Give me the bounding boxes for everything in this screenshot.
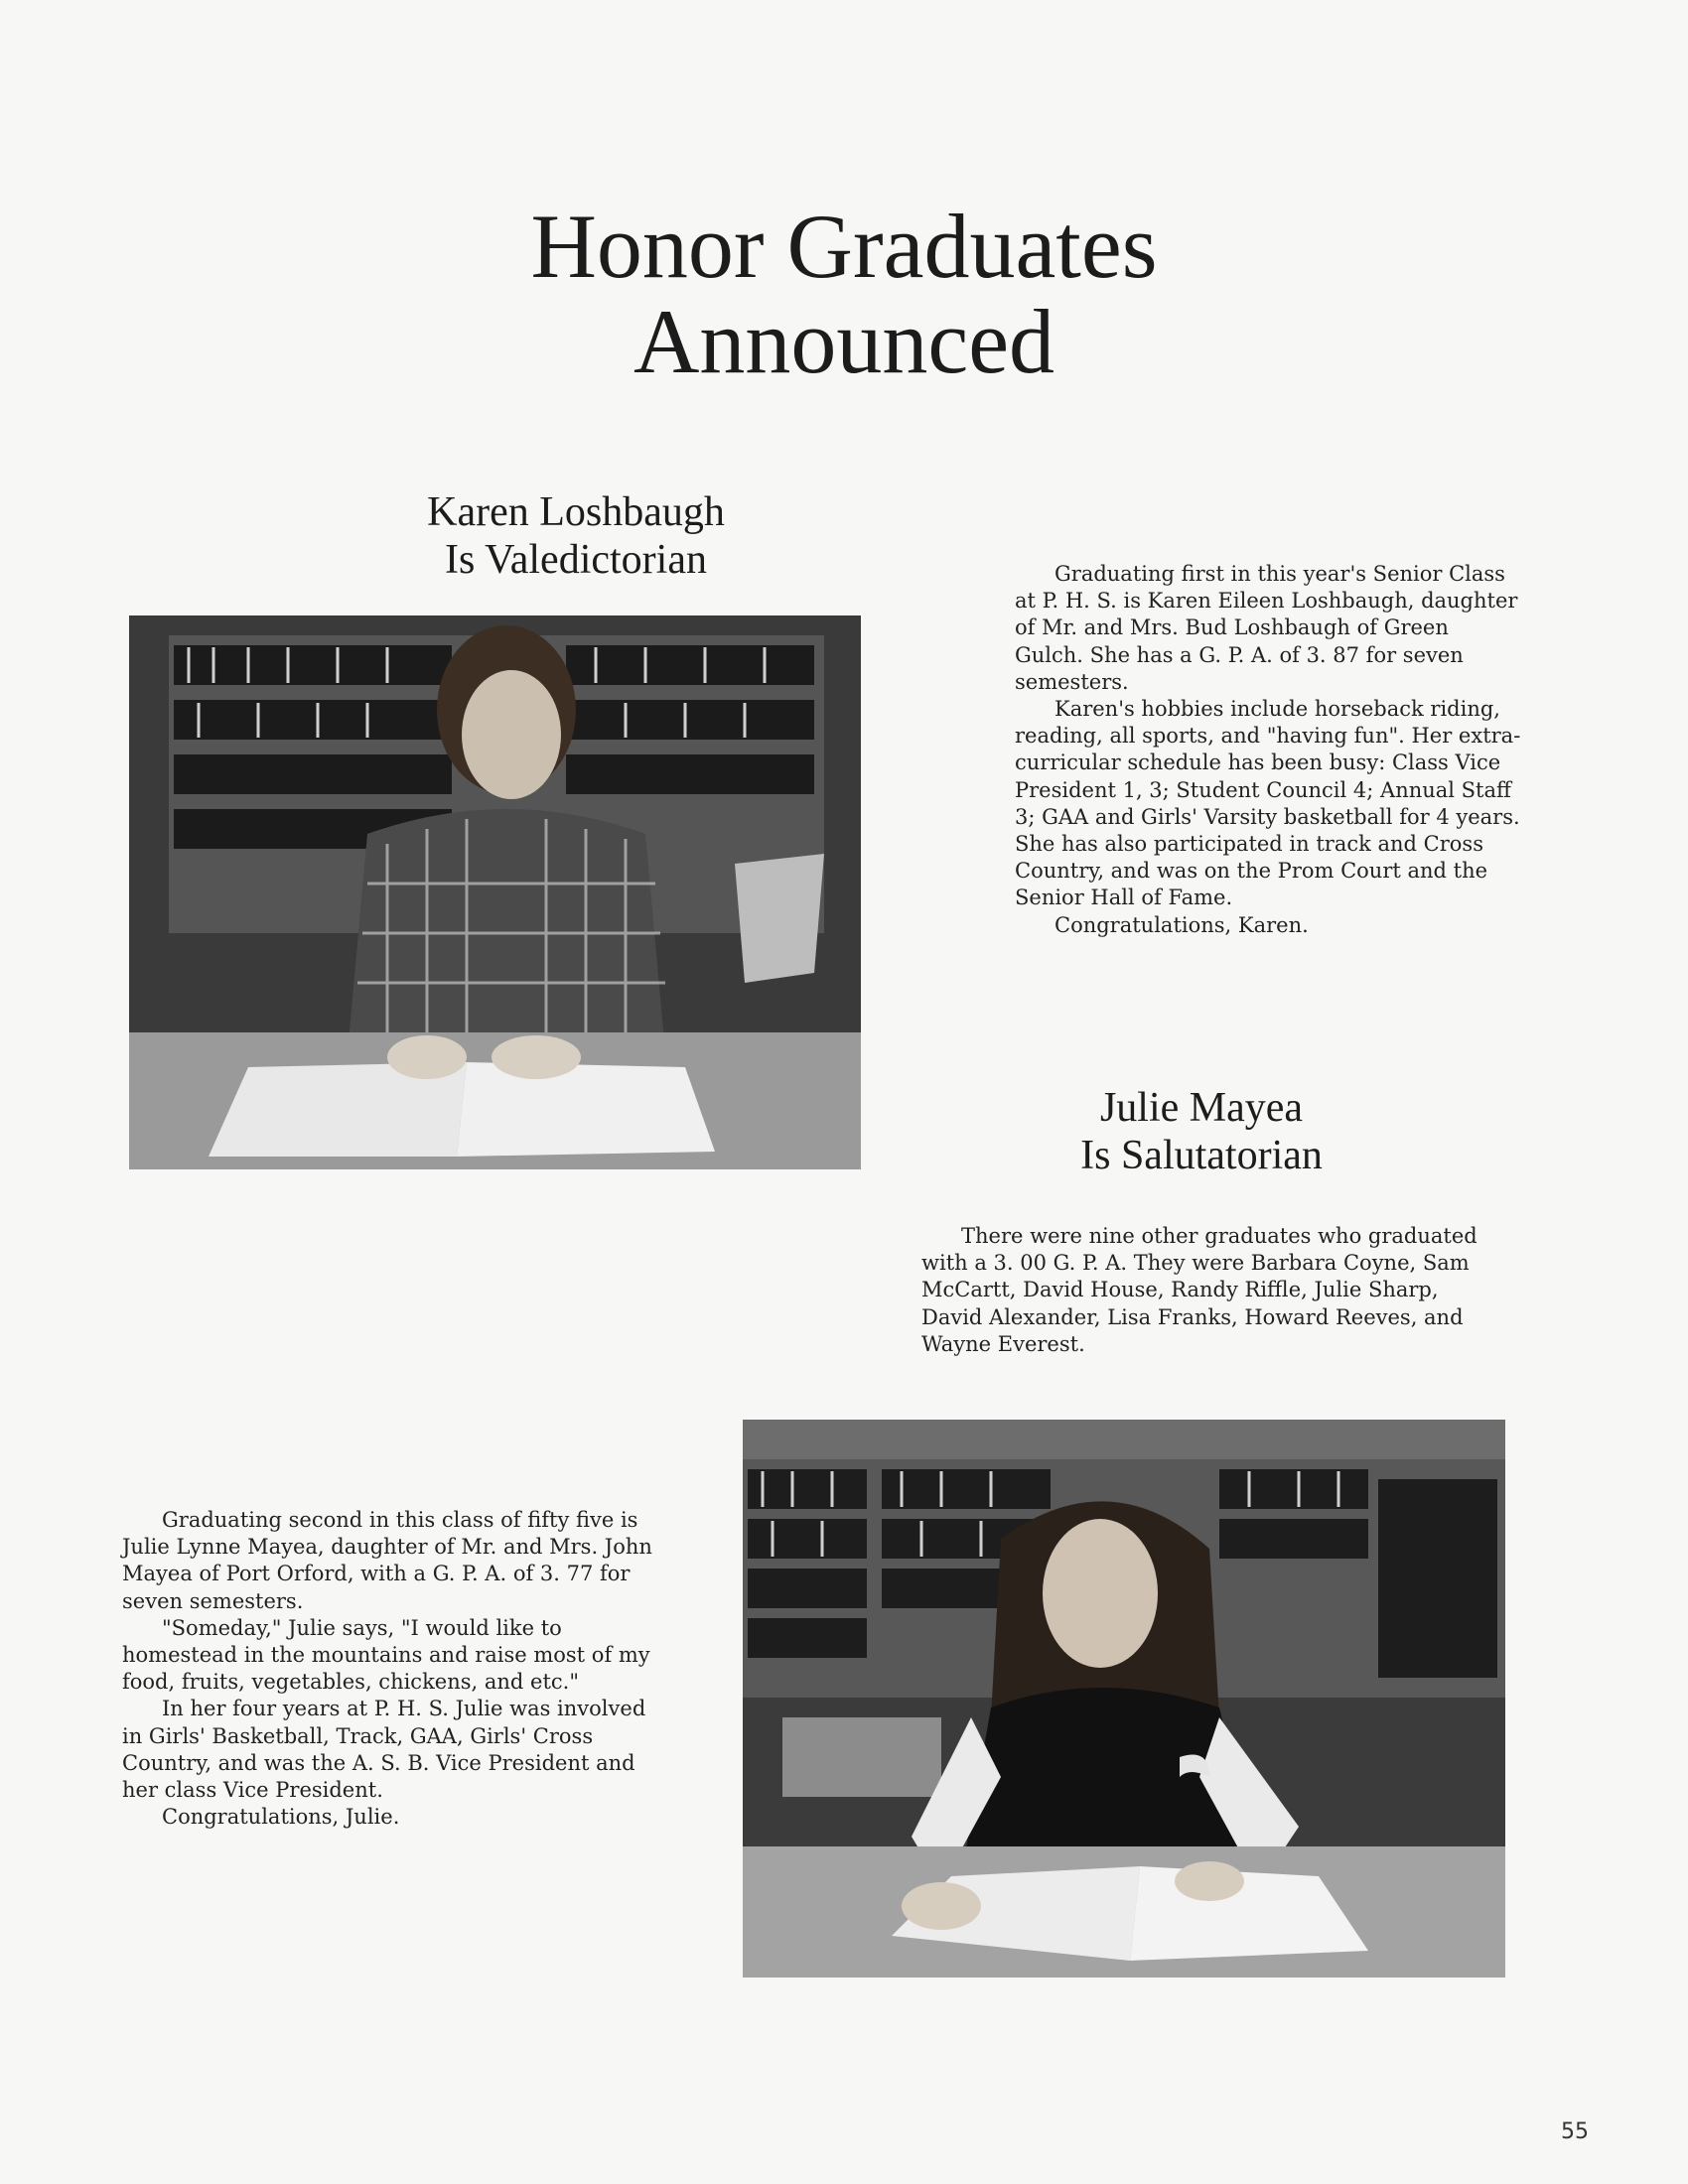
title-line-1: Honor Graduates xyxy=(530,196,1158,297)
valedictorian-heading xyxy=(328,488,824,584)
other-graduates-article xyxy=(921,1223,1477,1358)
julie-photo xyxy=(743,1420,1505,1978)
valedictorian-paragraph: Congratulations, Karen. xyxy=(1055,912,1309,937)
title-line-2: Announced xyxy=(633,291,1055,392)
salutatorian-name: Julie Mayea xyxy=(1099,1085,1304,1131)
salutatorian-paragraph: Graduating second in this class of fifty five is Julie Lynne Mayea, daughter of Mr. and Mrs. John Mayea of Port Orford, with a G. P. A. of 3. 77 for seven semesters. xyxy=(122,1508,652,1613)
salutatorian-heading xyxy=(953,1084,1450,1179)
salutatorian-paragraph: In her four years at P. H. S. Julie was involved in Girls' Basketball, Track, GAA, Girls' Cross Country, and was the A. S. B. Vice President and her class Vice President. xyxy=(122,1697,646,1803)
karen-photo xyxy=(129,615,861,1169)
other-graduates-paragraph: There were nine other graduates who graduated with a 3. 00 G. P. A. They were Barbara Coyne, Sam McCartt, David House, Randy Riffle, Julie Sharp, David Alexander, Lisa Franks, Howard Reeves, and Wayne Everest. xyxy=(921,1224,1477,1356)
valedictorian-role: Is Valedictorian xyxy=(445,537,707,583)
salutatorian-paragraph: Congratulations, Julie. xyxy=(162,1805,400,1830)
valedictorian-name: Karen Loshbaugh xyxy=(427,489,725,535)
valedictorian-paragraph: Karen's hobbies include horseback riding, reading, all sports, and "having fun". Her extra-curricular schedule has been busy: Class Vice President 1, 3; Student Council 4; Annual Staff 3; GAA and Girls' Varsity basketball for 4 years. She has also participated in track and Cross Country, and was on the Prom Court and the Senior Hall of Fame. xyxy=(1015,697,1521,910)
valedictorian-paragraph: Graduating first in this year's Senior Class at P. H. S. is Karen Eileen Loshbaugh, daughter of Mr. and Mrs. Bud Loshbaugh of Green Gulch. She has a G. P. A. of 3. 87 for seven semesters. xyxy=(1015,562,1518,694)
salutatorian-role: Is Salutatorian xyxy=(1080,1133,1323,1178)
page-number: 55 xyxy=(1561,2119,1589,2144)
page-title xyxy=(0,196,1688,392)
salutatorian-paragraph: "Someday," Julie says, "I would like to homestead in the mountains and raise most of my food, fruits, vegetables, chickens, and etc." xyxy=(122,1615,650,1695)
salutatorian-article xyxy=(122,1507,663,1831)
valedictorian-article xyxy=(1015,561,1521,939)
